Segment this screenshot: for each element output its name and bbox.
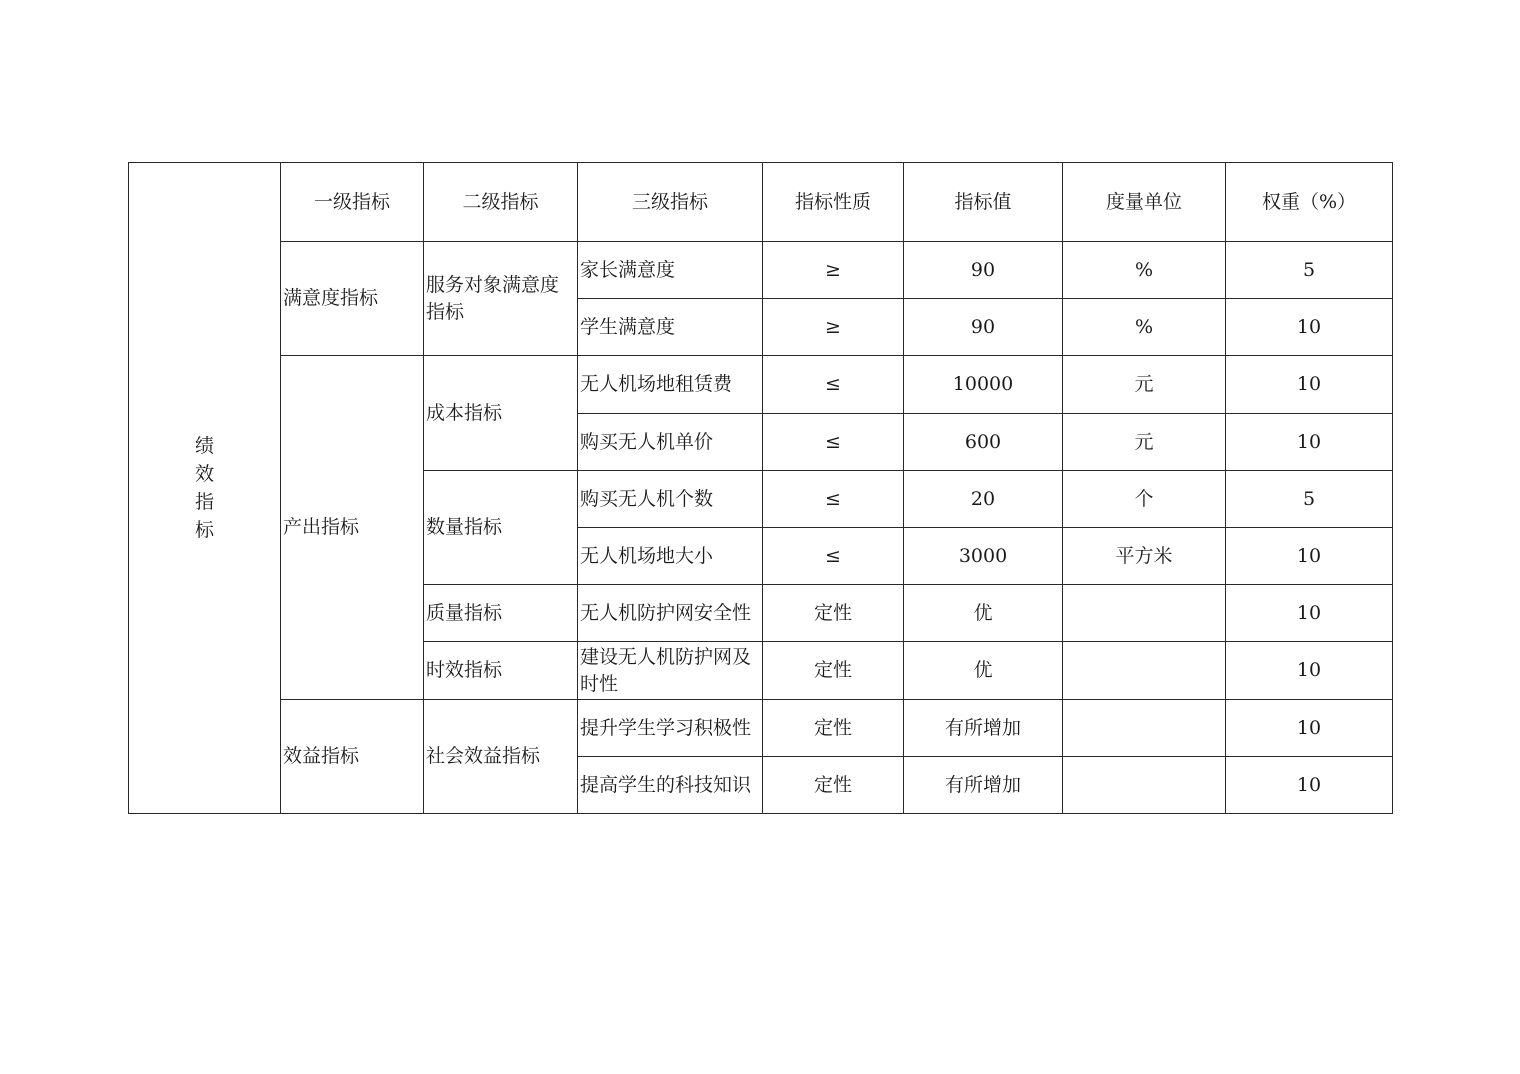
level2-cell: 社会效益指标 <box>424 700 578 814</box>
nature-cell: 定性 <box>763 642 904 700</box>
unit-cell: 元 <box>1063 414 1226 471</box>
level1-cell: 效益指标 <box>281 700 424 814</box>
nature-cell: ≥ <box>763 242 904 299</box>
header-value: 指标值 <box>904 163 1063 242</box>
indicator-cell: 无人机场地租赁费 <box>578 356 763 414</box>
level1-cell: 满意度指标 <box>281 242 424 356</box>
header-level3: 三级指标 <box>578 163 763 242</box>
nature-cell: ≤ <box>763 356 904 414</box>
table-row <box>129 356 1393 414</box>
unit-cell <box>1063 757 1226 814</box>
weight-cell: 10 <box>1226 757 1393 814</box>
nature-cell: 定性 <box>763 585 904 642</box>
header-row <box>129 163 1393 242</box>
nature-cell: 定性 <box>763 700 904 757</box>
performance-indicator-table <box>128 162 1393 814</box>
unit-cell: 个 <box>1063 471 1226 528</box>
indicator-cell: 购买无人机单价 <box>578 414 763 471</box>
nature-cell: ≤ <box>763 471 904 528</box>
indicator-cell: 无人机场地大小 <box>578 528 763 585</box>
nature-cell: 定性 <box>763 757 904 814</box>
performance-indicator-side-label: 绩 效 指 标 <box>129 163 281 814</box>
indicator-cell: 提升学生学习积极性 <box>578 700 763 757</box>
weight-cell: 10 <box>1226 700 1393 757</box>
unit-cell: 元 <box>1063 356 1226 414</box>
weight-cell: 10 <box>1226 356 1393 414</box>
indicator-cell: 无人机防护网安全性 <box>578 585 763 642</box>
value-cell: 有所增加 <box>904 700 1063 757</box>
value-cell: 10000 <box>904 356 1063 414</box>
level1-cell: 产出指标 <box>281 356 424 700</box>
weight-cell: 10 <box>1226 414 1393 471</box>
level2-cell: 时效指标 <box>424 642 578 700</box>
header-unit: 度量单位 <box>1063 163 1226 242</box>
weight-cell: 10 <box>1226 528 1393 585</box>
value-cell: 20 <box>904 471 1063 528</box>
table-row <box>129 700 1393 757</box>
indicator-cell: 建设无人机防护网及时性 <box>578 642 763 700</box>
nature-cell: ≤ <box>763 528 904 585</box>
indicator-cell: 学生满意度 <box>578 299 763 356</box>
indicator-cell: 家长满意度 <box>578 242 763 299</box>
table-row <box>129 242 1393 299</box>
unit-cell <box>1063 585 1226 642</box>
unit-cell <box>1063 642 1226 700</box>
value-cell: 有所增加 <box>904 757 1063 814</box>
weight-cell: 10 <box>1226 585 1393 642</box>
value-cell: 600 <box>904 414 1063 471</box>
header-weight: 权重（%） <box>1226 163 1393 242</box>
header-level2: 二级指标 <box>424 163 578 242</box>
unit-cell: % <box>1063 242 1226 299</box>
value-cell: 优 <box>904 642 1063 700</box>
level2-cell: 服务对象满意度指标 <box>424 242 578 356</box>
nature-cell: ≥ <box>763 299 904 356</box>
unit-cell <box>1063 700 1226 757</box>
value-cell: 90 <box>904 242 1063 299</box>
unit-cell: % <box>1063 299 1226 356</box>
weight-cell: 5 <box>1226 242 1393 299</box>
header-level1: 一级指标 <box>281 163 424 242</box>
weight-cell: 10 <box>1226 642 1393 700</box>
unit-cell: 平方米 <box>1063 528 1226 585</box>
level2-cell: 成本指标 <box>424 356 578 471</box>
indicator-cell: 提高学生的科技知识 <box>578 757 763 814</box>
value-cell: 3000 <box>904 528 1063 585</box>
value-cell: 优 <box>904 585 1063 642</box>
indicator-cell: 购买无人机个数 <box>578 471 763 528</box>
weight-cell: 5 <box>1226 471 1393 528</box>
weight-cell: 10 <box>1226 299 1393 356</box>
level2-cell: 质量指标 <box>424 585 578 642</box>
nature-cell: ≤ <box>763 414 904 471</box>
value-cell: 90 <box>904 299 1063 356</box>
level2-cell: 数量指标 <box>424 471 578 585</box>
header-nature: 指标性质 <box>763 163 904 242</box>
